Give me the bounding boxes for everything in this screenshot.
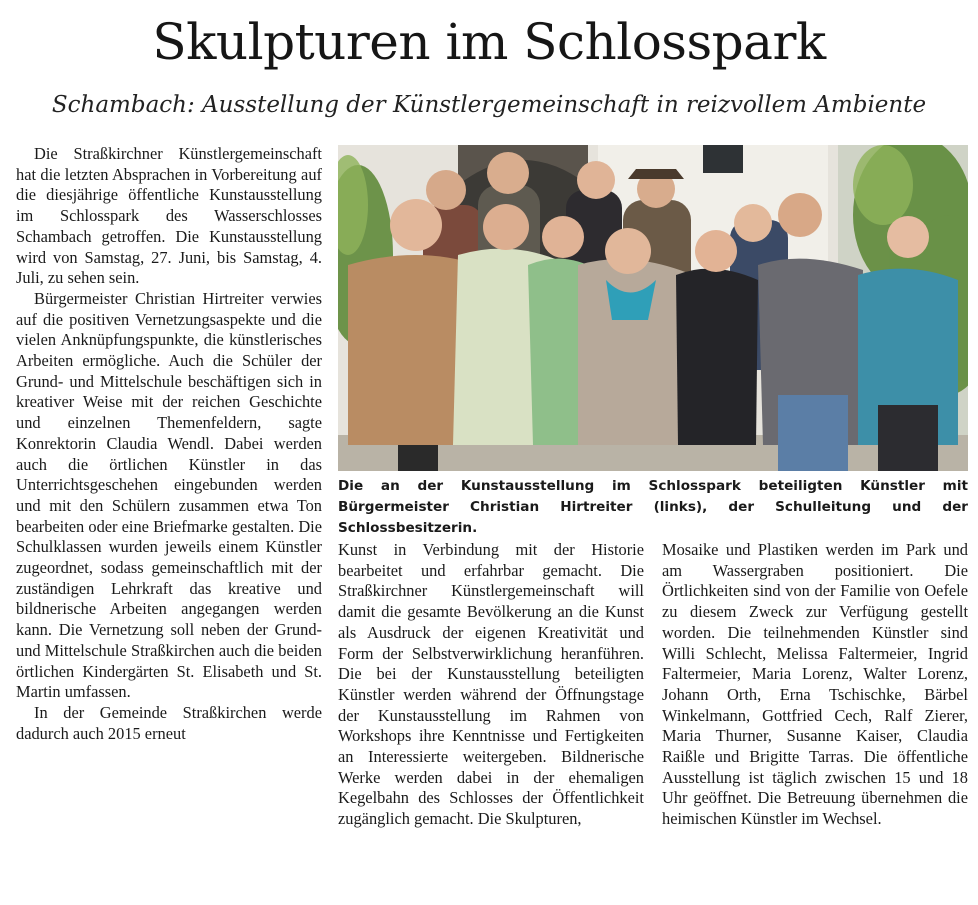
headline: Skulpturen im Schlosspark bbox=[152, 13, 826, 71]
article-paragraph: Kunst in Verbindung mit der Historie bearbeitet und erfahrbar gemacht. Die Straßkirchner Künstlergemeinschaft will damit die gesamte Bevölkerung an die Kunst als Ausdruck der eigenen Kreativität und Form der Selbstverwirklichung heranführen. Die bei der Kunstausstellung beteiligten Künstler werden während der Öffnungstage der Kunstausstellung im Rahmen von Workshops ihre Kenntnisse und Fertigkeiten an Interessierte weitergeben. Bildnerische Werke werden dabei in der ehemaligen Kegelbahn des Schlosses der Öffentlichkeit zugänglich gemacht. Die Skulpturen, bbox=[338, 540, 644, 829]
article-paragraph: In der Gemeinde Straßkirchen werde dadurch auch 2015 erneut bbox=[16, 702, 322, 743]
article-paragraph: Bürgermeister Christian Hirtreiter verwies auf die positiven Vernetzungsaspekte und die vielen Anknüpfungspunkte, die künstlerisches Arbeiten ermögliche. Auch die Schüler der Grund- und Mittelschule beschäftigen sich in kreativer Weise mit der reichen Geschichte und einzelnen Themenfeldern, sagte Konrektorin Claudia Wendl. Dabei werden auch die örtlichen Künstler in das Unterrichtsgeschehen eingebunden werden und mit den Schülern zusammen etwa Ton bearbeiten oder eine Briefmarke gestalten. Die Schulklassen wurden jeweils einem Künstler zugeordnet, sodass gemeinschaftlich mit der zuständigen Lehrkraft das kreative und bildnerische Arbeiten angegangen werden kann. Die Vernetzung soll neben der Grund- und Mittelschule Straßkirchen auch die beiden örtlichen Kindergärten St. Elisabeth und St. Martin umfassen. bbox=[16, 288, 322, 702]
article-paragraph: Die Straßkirchner Künstlergemeinschaft hat die letzten Absprachen in Vorbereitung auf die diesjährige öffentliche Kunstausstellung im Schlosspark des Wasserschlosses Schambach getroffen. Die Kunstausstellung wird von Samstag, 27. Juni, bis Samstag, 4. Juli, zu sehen sein. bbox=[16, 144, 322, 288]
article-column-2 bbox=[338, 540, 644, 830]
group-photo bbox=[338, 145, 968, 471]
subheadline: Schambach: Ausstellung der Künstlergemeinschaft in reizvollem Ambiente bbox=[51, 92, 927, 118]
article-paragraph: Mosaike und Plastiken werden im Park und am Wassergraben positioniert. Die Örtlichkeiten sind von der Familie von Oefele zu diesem Zweck zur Verfügung gestellt worden. Die teilnehmenden Künstler sind Willi Schlecht, Melissa Faltermeier, Ingrid Faltermeier, Maria Lorenz, Walter Lorenz, Johann Orth, Erna Tschischke, Bärbel Winkelmann, Gottfried Cech, Ralf Zierer, Maria Thurner, Susanne Kaiser, Claudia Raißle und Brigitte Tarras. Die öffentliche Ausstellung ist täglich zwischen 15 und 18 Uhr geöffnet. Die Betreuung übernehmen die heimischen Künstler im Wechsel. bbox=[662, 540, 968, 829]
article-column-3 bbox=[662, 540, 968, 830]
photo-caption: Die an der Kunstausstellung im Schlosspark beteiligten Künstler mit Bürgermeister Christian Hirtreiter (links), der Schulleitung und der Schlossbesitzerin. bbox=[338, 478, 968, 536]
article-column-1 bbox=[16, 144, 322, 744]
